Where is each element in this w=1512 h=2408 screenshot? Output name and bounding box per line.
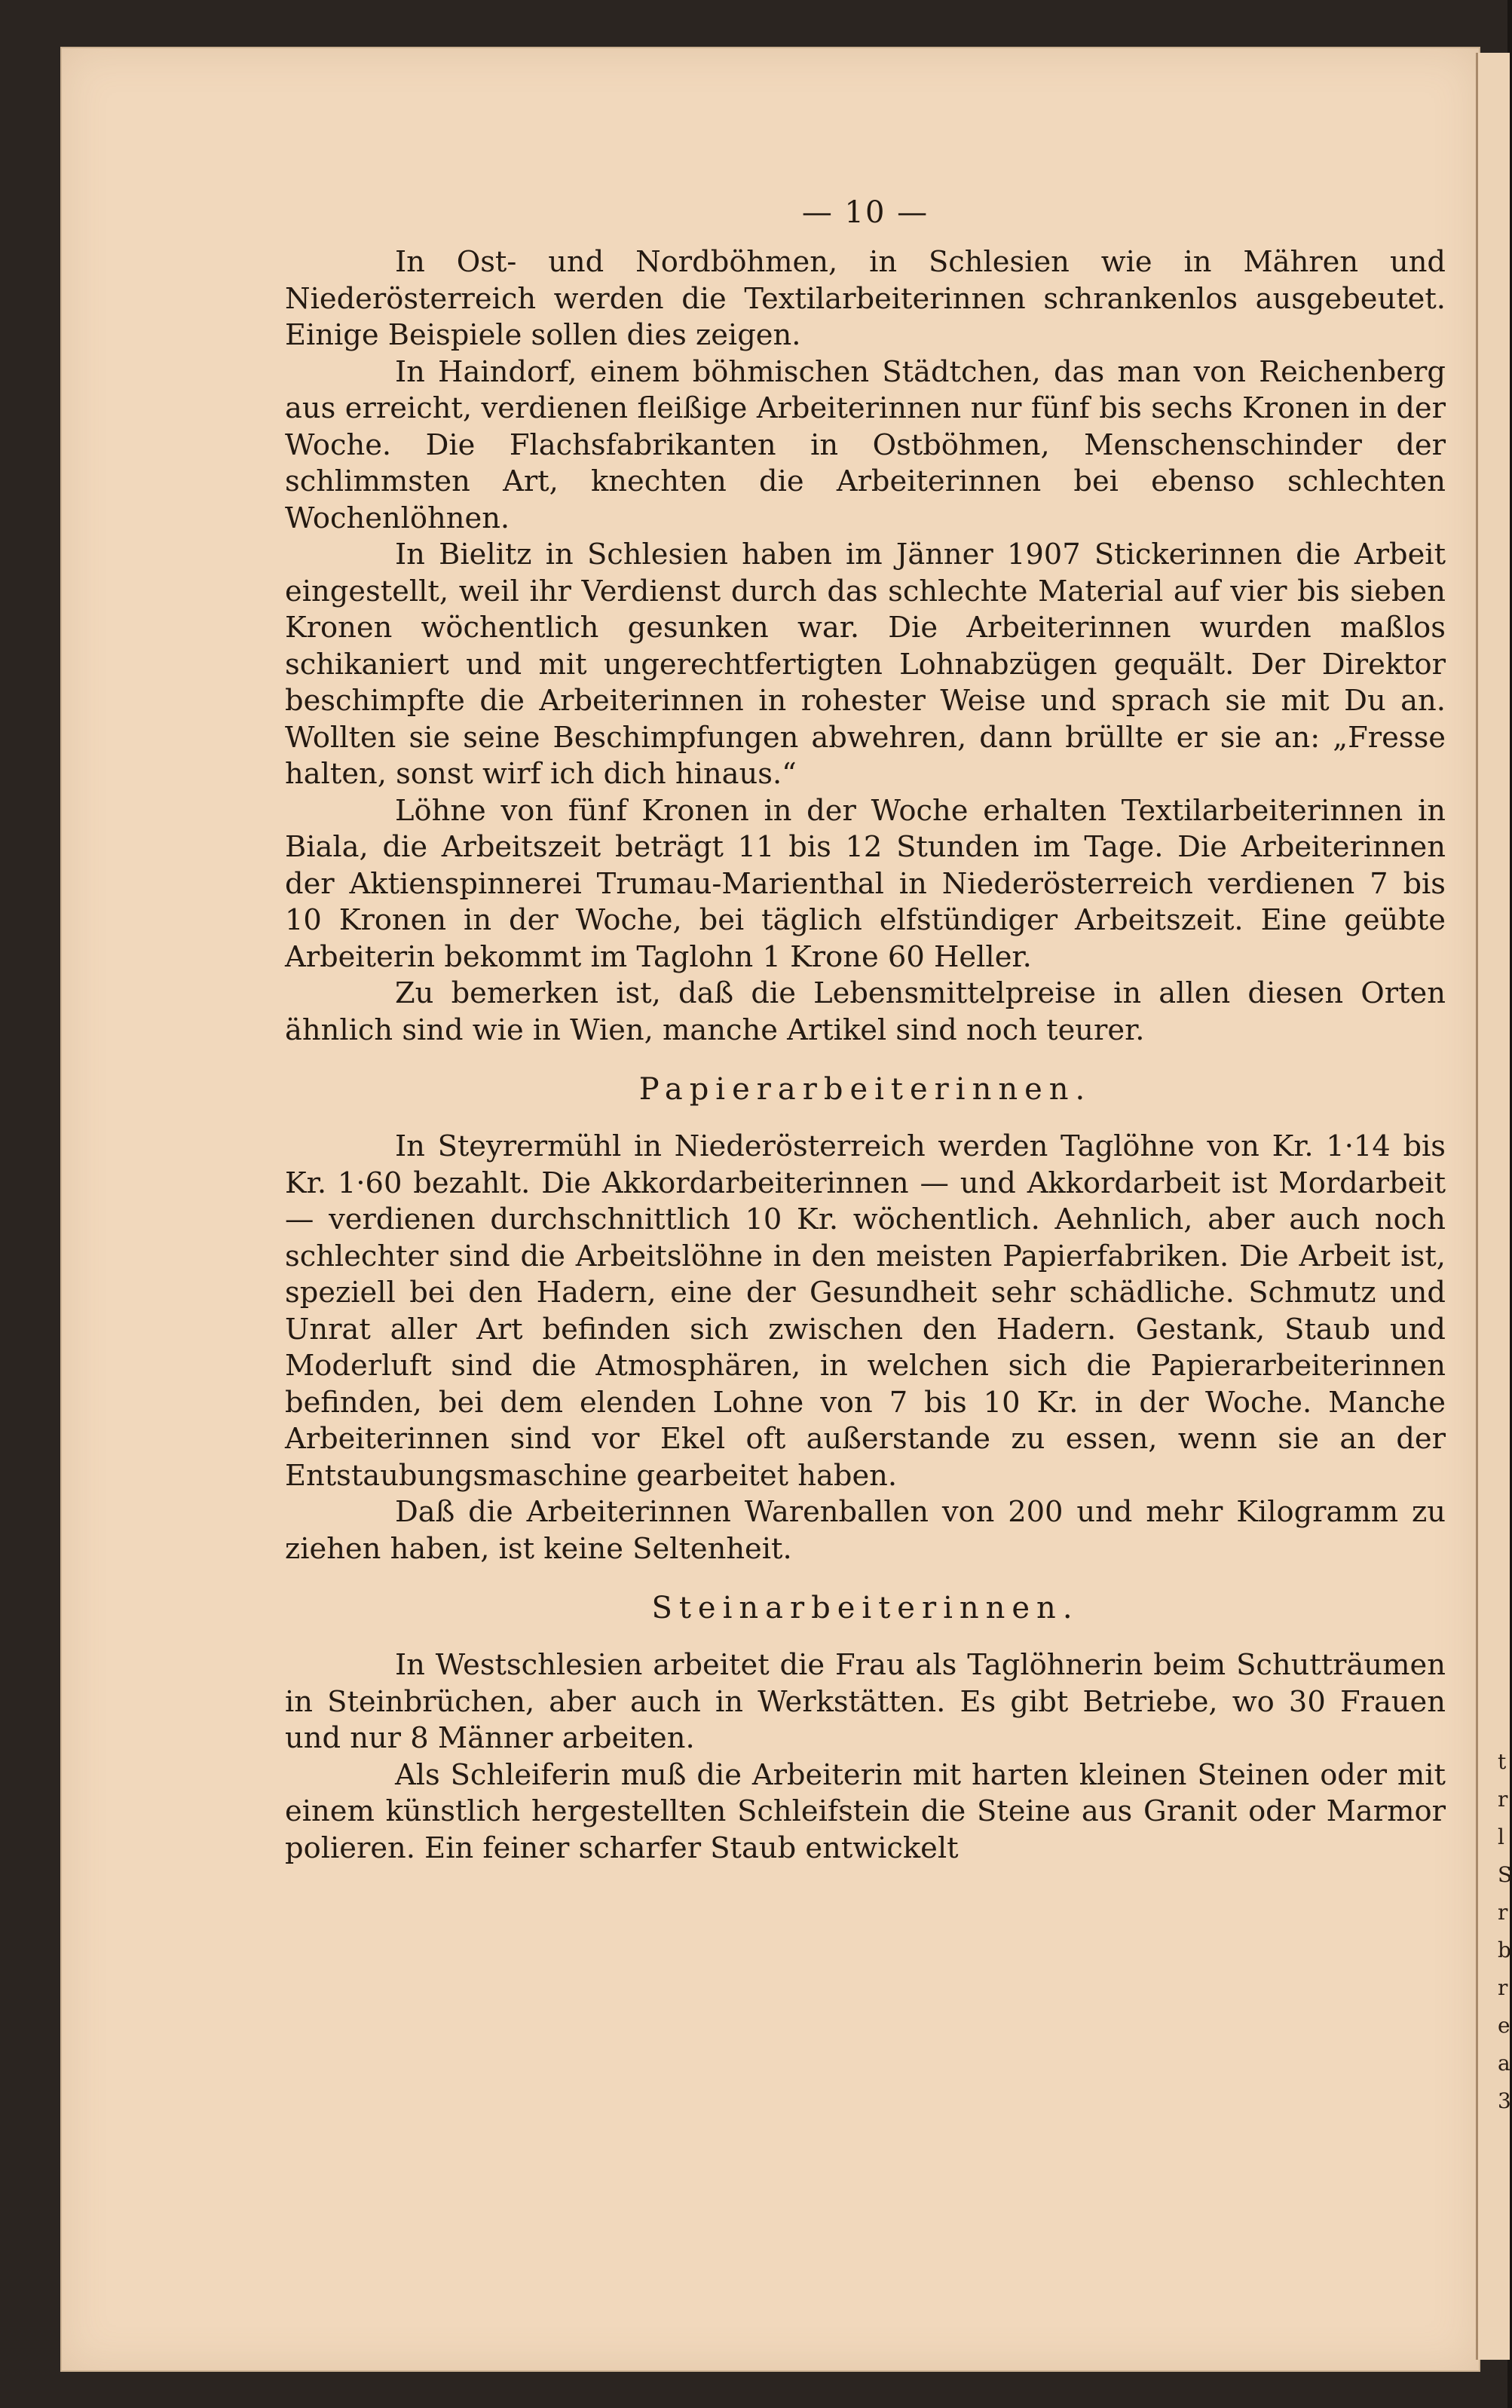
adjacent-page-letter: t [1498,1749,1507,1774]
adjacent-page-letter: b [1498,1938,1511,1962]
section-heading-stone-workers: Steinarbeiterinnen. [651,1591,1079,1625]
section-heading-paper-workers: Papierarbeiterinnen. [638,1072,1092,1107]
adjacent-page-letter: S [1498,1862,1512,1887]
adjacent-page-letter: l [1498,1824,1504,1849]
paragraph: In Steyrermühl in Niederösterreich werden Taglöhne von Kr. 1·14 bis Kr. 1·60 bezahlt. Die Akkordarbeiterinnen — und Akkordarbeit ist Mordarbeit — verdienen durchschnittlich 10 Kr. wöchentlich. Aehnlich, aber auch noch schlechter sind die Arbeitslöhne in den meisten Papierfabriken. Die Arbeit ist, speziell bei den Hadern, eine der Gesundheit sehr schädliche. Schmutz und Unrat aller Art befinden sich zwischen den Hadern. Gestank, Staub und Moderluft sind die Atmosphären, in welchen sich die Papierarbeiterinnen befinden, bei dem elenden Lohne von 7 bis 10 Kr. in der Woche. Manche Arbeiterinnen sind vor Ekel oft außerstande zu essen, wenn sie an der Entstaubungsmaschine gearbeitet haben. [285,1129,1446,1493]
paragraph: In Ost- und Nordböhmen, in Schlesien wie in Mähren und Niederösterreich werden die Textilarbeiterinnen schrankenlos ausgebeutet. Einige Beispiele sollen dies zeigen. [285,245,1446,352]
paragraph: In Westschlesien arbeitet die Frau als Taglöhnerin beim Schutträumen in Steinbrüchen, aber auch in Werkstätten. Es gibt Betriebe, wo 30 Frauen und nur 8 Männer arbeiten. [285,1648,1446,1755]
paragraph: Zu bemerken ist, daß die Lebensmittelpreise in allen diesen Orten ähnlich sind wie in Wien, manche Artikel sind noch teurer. [285,976,1446,1047]
page-text-block [285,181,1446,1867]
adjacent-page-letter: 3 [1498,2088,1511,2113]
adjacent-page-letter: e [1498,2013,1510,2038]
paragraph: In Haindorf, einem böhmischen Städtchen, das man von Reichenberg aus erreicht, verdienen fleißige Arbeiterinnen nur fünf bis sechs Kronen in der Woche. Die Flachsfabrikanten in Ostböhmen, Menschenschinder der schlimmsten Art, knechten die Arbeiterinnen bei ebenso schlechten Wochenlöhnen. [285,354,1446,535]
paragraph: Daß die Arbeiterinnen Warenballen von 200 und mehr Kilogramm zu ziehen haben, ist keine Seltenheit. [285,1495,1446,1566]
adjacent-page-letter: r [1498,1787,1508,1812]
paragraph: In Bielitz in Schlesien haben im Jänner 1907 Stickerinnen die Arbeit eingestellt, weil ihr Verdienst durch das schlechte Material auf vier bis sieben Kronen wöchentlich gesunken war. Die Arbeiterinnen wurden maßlos schikaniert und mit ungerechtfertigten Lohnabzügen gequält. Der Direktor beschimpfte die Arbeiterinnen in rohester Weise und sprach sie mit Du an. Wollten sie seine Beschimpfungen abwehren, dann brüllte er sie an: „Fresse halten, sonst wirf ich dich hinaus.“ [285,538,1446,791]
adjacent-page-letter: r [1498,1975,1508,2000]
adjacent-page-edge [1476,53,1510,2360]
page-number: — 10 — [801,195,929,230]
paragraph: Löhne von fünf Kronen in der Woche erhalten Textilarbeiterinnen in Biala, die Arbeitszeit beträgt 11 bis 12 Stunden im Tage. Die Arbeiterinnen der Aktienspinnerei Trumau-Marienthal in Niederösterreich verdienen 7 bis 10 Kronen in der Woche, bei täglich elfstündiger Arbeitszeit. Eine geübte Arbeiterin bekommt im Taglohn 1 Krone 60 Heller. [285,793,1446,974]
adjacent-page-letter: r [1498,1900,1508,1925]
adjacent-page-letter: a [1498,2051,1510,2076]
paragraph: Als Schleiferin muß die Arbeiterin mit harten kleinen Steinen oder mit einem künstlich hergestellten Schleifstein die Steine aus Granit oder Marmor polieren. Ein feiner scharfer Staub entwickelt [285,1757,1446,1865]
